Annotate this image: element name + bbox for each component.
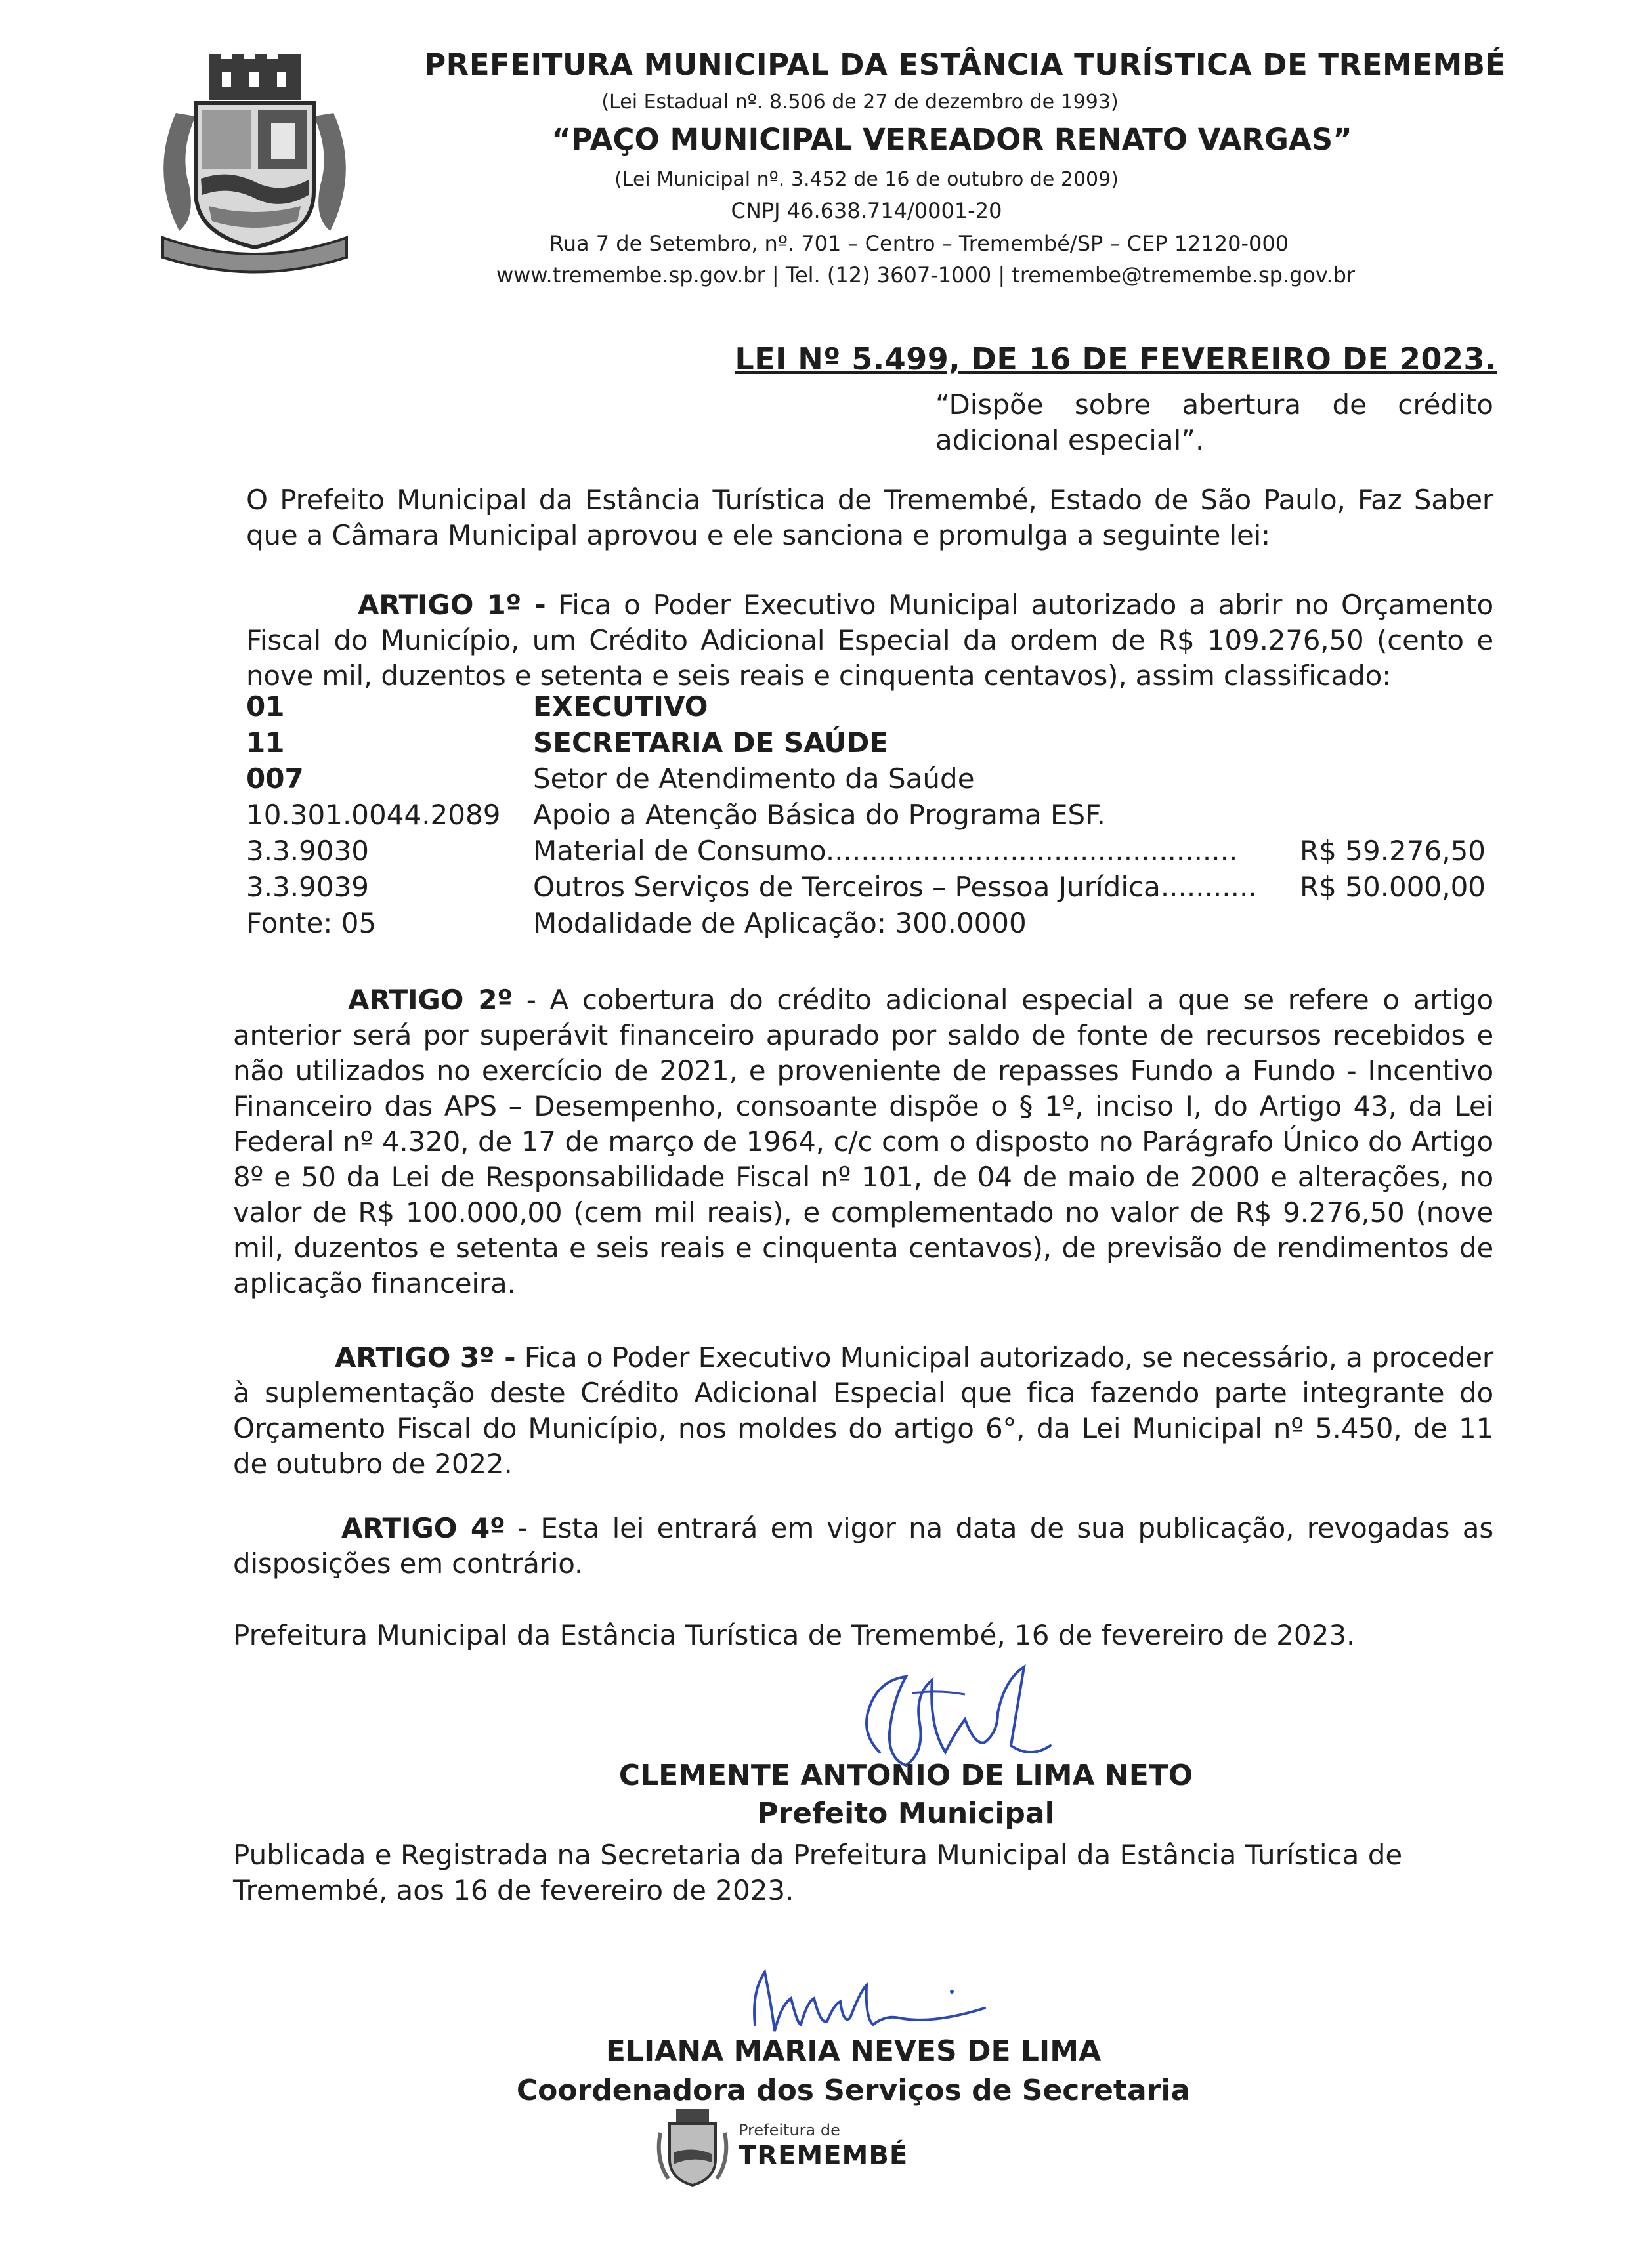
class-description: Outros Serviços de Terceiros – Pessoa Jurídica...........	[533, 871, 1257, 903]
article-3-label: ARTIGO 3º -	[335, 1341, 516, 1374]
ementa-line-1: “Dispõe sobre abertura de crédito	[935, 388, 1493, 421]
class-description: Modalidade de Aplicação: 300.0000	[533, 907, 1027, 939]
footer-logo-small-text: Prefeitura de	[739, 2121, 840, 2139]
class-description: Material de Consumo...............................................	[533, 835, 1238, 867]
article-3	[233, 1340, 1493, 1482]
article-1-text: Fica o Poder Executivo Municipal autorizado a abrir no Orçamento Fiscal do Município, um Crédito Adicional Especial da ordem de R$ 109.276,50 (cento e nove mil, duzentos e setenta e seis reais e cinquenta centavos), assim classificado:	[246, 589, 1493, 692]
cnpj: CNPJ 46.638.714/0001-20	[731, 198, 1002, 223]
class-description: EXECUTIVO	[533, 690, 708, 723]
class-description: SECRETARIA DE SAÚDE	[533, 726, 889, 759]
article-3-text: Fica o Poder Executivo Municipal autorizado, se necessário, a proceder à suplementação deste Crédito Adicional Especial que fica fazendo parte integrante do Orçamento Fiscal do Município, nos moldes do artigo 6°, da Lei Municipal nº 5.450, de 11 de outubro de 2022.	[233, 1341, 1493, 1480]
contact-info: www.tremembe.sp.gov.br | Tel. (12) 3607-1000 | tremembe@tremembe.sp.gov.br	[496, 262, 1356, 287]
municipality-title: PREFEITURA MUNICIPAL DA ESTÂNCIA TURÍSTICA DE TREMEMBÉ	[424, 47, 1506, 82]
preamble: O Prefeito Municipal da Estância Turística de Tremembé, Estado de São Paulo, Faz Saber que a Câmara Municipal aprovou e ele sanciona e promulga a seguinte lei:	[246, 484, 1493, 551]
address: Rua 7 de Setembro, nº. 701 – Centro – Tremembé/SP – CEP 12120-000	[549, 231, 1289, 256]
article-2-text: - A cobertura do crédito adicional especial a que se refere o artigo anterior será por superávit financeiro apurado por saldo de fonte de recursos recebidos e não utilizados no exercício de 2021, e proveniente de repasses Fundo a Fundo - Incentivo Financeiro das APS – Desempenho, consoante dispõe o § 1º, inciso I, do Artigo 43, da Lei Federal nº 4.320, de 17 de março de 1964, c/c com o disposto no Parágrafo Único do Artigo 8º e 50 da Lei de Responsabilidade Fiscal nº 101, de 04 de maio de 2000 e alterações, no valor de R$ 100.000,00 (cem mil reais), e complementado no valor de R$ 9.276,50 (nove mil, duzentos e setenta e seis reais e cinquenta centavos), de previsão de rendimentos de aplicação financeira.	[233, 984, 1493, 1299]
municipal-coat-of-arms-icon	[150, 54, 360, 277]
article-1-label: ARTIGO 1º -	[358, 589, 546, 621]
state-law-reference: (Lei Estadual nº. 8.506 de 27 de dezembro de 1993)	[601, 91, 1119, 114]
footer-logo-name: TREMEMBÉ	[739, 2141, 909, 2171]
article-4-text: - Esta lei entrará em vigor na data de sua publicação, revogadas as disposições em contrário.	[233, 1512, 1493, 1580]
class-value: R$ 59.276,50	[1300, 835, 1486, 867]
class-value: R$ 50.000,00	[1300, 871, 1486, 903]
class-code: 01	[246, 690, 285, 723]
article-2-label: ARTIGO 2º	[348, 984, 513, 1016]
class-code: 11	[246, 726, 285, 759]
class-code: Fonte: 05	[246, 907, 377, 939]
article-4	[233, 1511, 1493, 1582]
municipal-law-reference: (Lei Municipal nº. 3.452 de 16 de outubro de 2009)	[614, 168, 1119, 191]
law-ementa	[935, 387, 1493, 458]
municipal-coat-of-arms-icon	[656, 2107, 729, 2192]
class-code: 007	[246, 763, 304, 795]
closing-date-line: Prefeitura Municipal da Estância Turística de Tremembé, 16 de fevereiro de 2023.	[233, 1619, 1356, 1651]
signer-1-name: CLEMENTE ANTONIO DE LIMA NETO	[618, 1759, 1193, 1792]
class-description: Setor de Atendimento da Saúde	[533, 763, 975, 795]
signer-1-role: Prefeito Municipal	[757, 1797, 1055, 1830]
class-description: Apoio a Atenção Básica do Programa ESF.	[533, 799, 1105, 831]
article-2	[233, 982, 1493, 1301]
signer-2-role: Coordenadora dos Serviços de Secretaria	[516, 2074, 1191, 2107]
law-title: LEI Nº 5.499, DE 16 DE FEVEREIRO DE 2023.	[735, 341, 1497, 377]
publication-note: Publicada e Registrada na Secretaria da Prefeitura Municipal da Estância Turística de Tremembé, aos 16 de fevereiro de 2023.	[233, 1839, 1403, 1906]
article-4-label: ARTIGO 4º	[341, 1512, 505, 1544]
article-1	[246, 587, 1493, 694]
ementa-line-2: adicional especial”.	[935, 424, 1205, 456]
class-code: 10.301.0044.2089	[246, 799, 501, 831]
palace-name: “PAÇO MUNICIPAL VEREADOR RENATO VARGAS”	[551, 122, 1352, 157]
class-code: 3.3.9030	[246, 835, 370, 867]
class-code: 3.3.9039	[246, 871, 370, 903]
signer-2-name: ELIANA MARIA NEVES DE LIMA	[605, 2034, 1102, 2068]
